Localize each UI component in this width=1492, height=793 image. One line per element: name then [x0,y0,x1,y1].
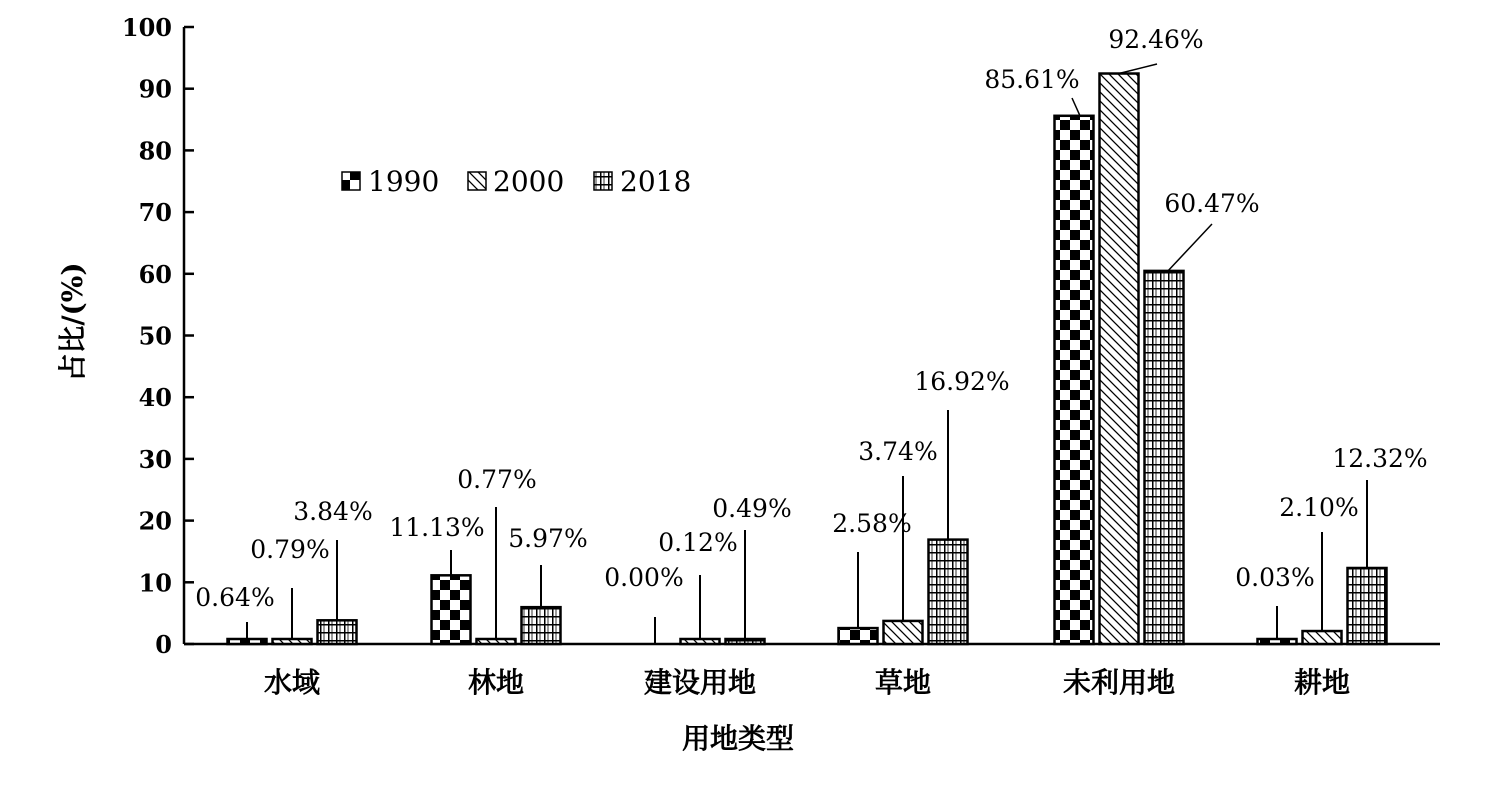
legend-label-2018: 2018 [620,165,692,198]
legend-swatch-2018 [594,172,612,190]
y-tick-label: 70 [138,198,172,228]
data-label-1990: 0.00% [604,563,684,592]
data-label-2000: 3.74% [858,437,938,466]
legend-label-2000: 2000 [493,165,565,198]
data-labels [195,25,1427,644]
x-tick-label: 耕地 [1293,666,1351,699]
data-label-2018: 0.49% [712,494,792,523]
y-tick-label: 30 [138,444,172,474]
bar-2000-草地 [884,621,923,644]
y-tick-label: 10 [138,568,172,598]
bar-2018-建设用地 [726,639,765,644]
bar-1990-水域 [228,639,267,644]
x-tick-label: 林地 [467,666,525,699]
bar-1990-林地 [432,575,471,644]
bar-1990-耕地 [1258,639,1297,644]
data-label-1990: 2.58% [832,509,912,538]
y-tick-label: 60 [138,259,172,289]
data-label-2018: 60.47% [1164,189,1260,218]
data-label-1990: 85.61% [984,65,1080,94]
y-tick-label: 0 [155,630,172,659]
data-label-2018: 5.97% [508,524,588,553]
leader-line [1072,98,1080,116]
leader-line [1119,64,1157,74]
bar-2018-耕地 [1348,568,1387,644]
data-label-1990: 11.13% [389,513,485,542]
legend-swatch-1990 [342,172,360,190]
data-label-2000: 92.46% [1108,25,1204,54]
data-label-2000: 0.79% [250,535,330,564]
data-label-1990: 0.03% [1235,563,1315,592]
bar-1990-草地 [839,628,878,644]
x-tick-label: 水域 [263,666,321,699]
bar-2018-未利用地 [1145,271,1184,644]
data-label-1990: 0.64% [195,583,275,612]
bar-2000-林地 [477,639,516,644]
x-axis-title: 用地类型 [681,722,795,755]
bar-2000-建设用地 [681,639,720,644]
x-tick-label: 建设用地 [643,666,757,699]
x-tick-label: 未利用地 [1062,666,1176,699]
y-tick-label: 90 [138,74,172,104]
bar-2000-水域 [273,639,312,644]
bars [228,74,1387,644]
bar-2018-水域 [318,620,357,644]
data-label-2000: 0.77% [457,465,537,494]
leader-line [1168,224,1212,271]
bar-1990-未利用地 [1055,116,1094,644]
legend [342,165,691,198]
bar-2018-林地 [522,607,561,644]
y-tick-label: 20 [138,506,172,536]
bar-2000-未利用地 [1100,74,1139,644]
data-label-2018: 16.92% [914,367,1010,396]
x-tick-label: 草地 [874,666,932,699]
y-tick-label: 100 [121,13,172,42]
axes [122,13,1440,699]
y-tick-label: 40 [138,383,172,413]
y-tick-label: 50 [138,321,172,351]
data-label-2018: 3.84% [293,497,373,526]
data-label-2000: 2.10% [1279,493,1359,522]
legend-label-1990: 1990 [368,165,440,198]
y-tick-label: 80 [138,136,172,166]
legend-swatch-2000 [468,172,486,190]
y-axis-title: 占比/(%) [56,262,89,382]
bar-2018-草地 [929,540,968,644]
data-label-2000: 0.12% [658,528,738,557]
bar-2000-耕地 [1303,631,1342,644]
data-label-2018: 12.32% [1332,444,1428,473]
